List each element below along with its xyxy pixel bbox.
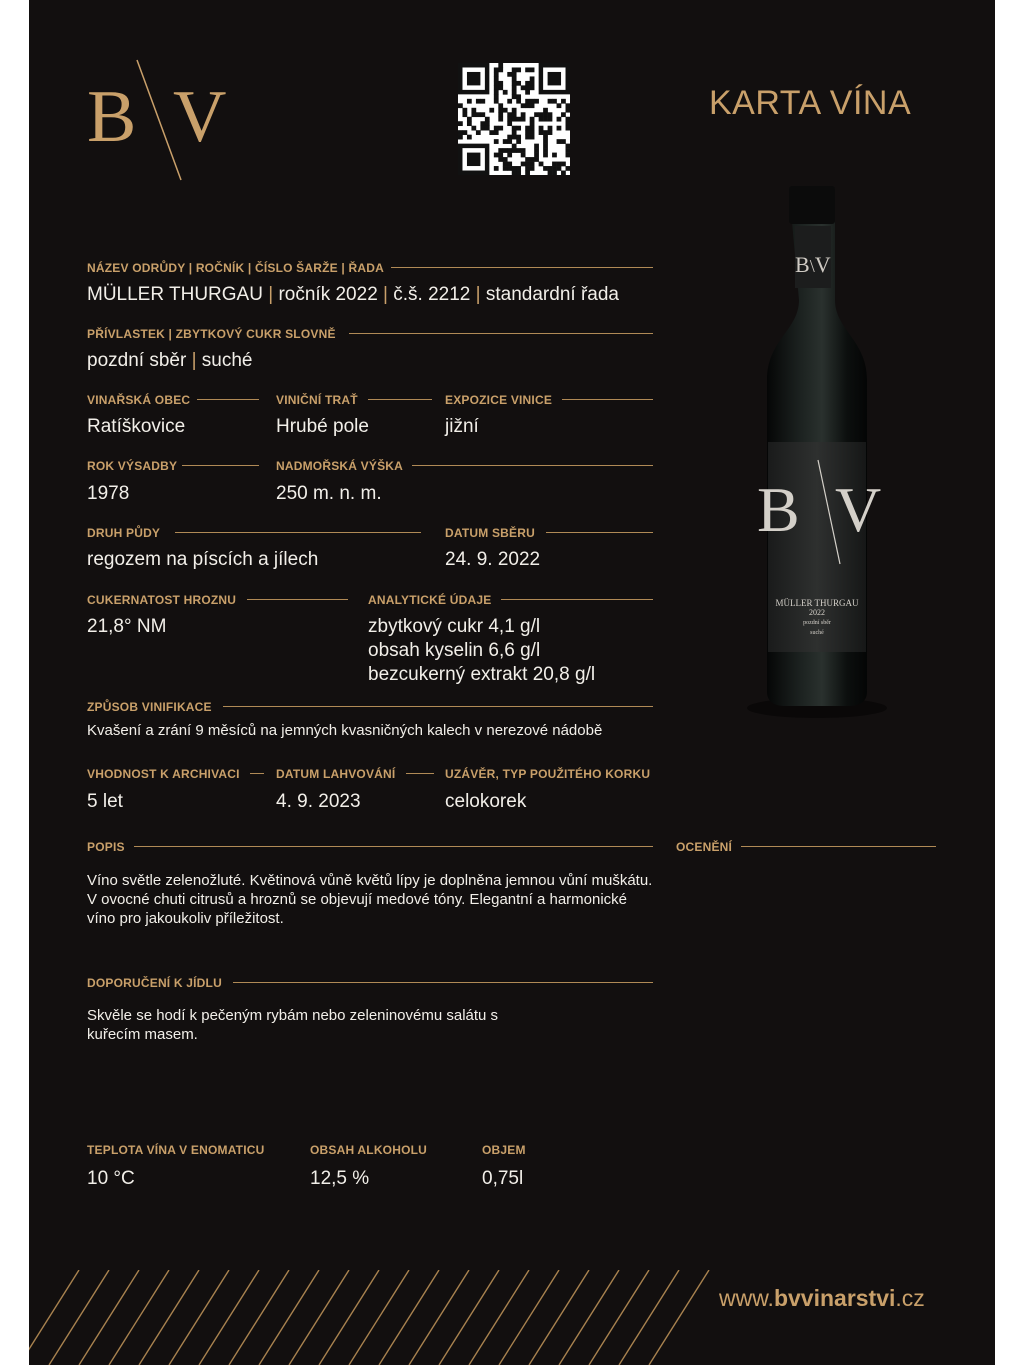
decorative-stripe [349, 1270, 409, 1365]
decorative-stripe [169, 1270, 229, 1365]
soil-value: regozem na píscích a jílech [87, 549, 319, 570]
volume-value: 0,75l [482, 1168, 524, 1189]
attribute-value: pozdní sběr | suché [87, 350, 253, 371]
harvest-date-value: 24. 9. 2022 [445, 549, 541, 570]
series: standardní řada [485, 284, 619, 305]
description-value: Víno světle zelenožluté. Květinová vůně květů lípy je doplněna jemnou vůní muškátu. V ovocné chuti citrusů a hroznů se objevují medové tóny. Elegantní a harmonické víno pro jakoukoliv příležitost. [87, 872, 653, 927]
analytics-line: bezcukerný extrakt 20,8 g/l [368, 664, 596, 685]
planting-year-value: 1978 [87, 483, 130, 504]
website-link[interactable]: www.bvvinarstvi.cz [719, 1285, 925, 1311]
decorative-stripe [469, 1270, 529, 1365]
bottle-label-logo: V [835, 474, 882, 545]
decorative-stripe [289, 1270, 349, 1365]
awards-label: OCENĚNÍ [676, 840, 733, 854]
divider [546, 532, 653, 533]
vineyard-label: VINIČNÍ TRAŤ [276, 393, 358, 407]
sugar-content-value: 21,8° NM [87, 616, 167, 637]
divider [182, 465, 259, 466]
altitude-label: NADMOŘSKÁ VÝŠKA [276, 459, 404, 473]
archive-label: VHODNOST K ARCHIVACI [87, 767, 240, 781]
decorative-stripe [259, 1270, 319, 1365]
divider [562, 399, 653, 400]
page-title: KARTA VÍNA [709, 84, 912, 122]
variety-value: MÜLLER THURGAU | ročník 2022 | č.š. 2212 | standardní řada [87, 284, 619, 305]
decorative-stripe [229, 1270, 289, 1365]
divider [134, 846, 653, 847]
logo-letter-b: B [87, 76, 137, 158]
alcohol-label: OBSAH ALKOHOLU [310, 1143, 428, 1157]
decorative-stripe [649, 1270, 709, 1365]
divider [412, 465, 653, 466]
batch-number: č.š. 2212 [393, 284, 471, 305]
decorative-stripe [49, 1270, 109, 1365]
divider [233, 982, 653, 983]
village-value: Ratíškovice [87, 416, 186, 437]
divider [250, 773, 264, 774]
vinification-value: Kvašení a zrání 9 měsíců na jemných kvasničných kalech v nerezové nádobě [87, 722, 603, 739]
decorative-stripe [529, 1270, 589, 1365]
planting-year-label: ROK VÝSADBY [87, 459, 178, 473]
decorative-stripe [439, 1270, 499, 1365]
decorative-stripes [29, 1270, 729, 1365]
food-pairing-label: DOPORUČENÍ K JÍDLU [87, 976, 222, 990]
exposure-label: EXPOZICE VINICE [445, 393, 553, 407]
harvest-date-label: DATUM SBĚRU [445, 526, 535, 540]
food-pairing-value: Skvěle se hodí k pečeným rybám nebo zeleninovému salátu s kuřecím masem. [87, 1007, 499, 1043]
decorative-stripe [199, 1270, 259, 1365]
temperature-label: TEPLOTA VÍNA V ENOMATICU [87, 1143, 265, 1157]
village-label: VINAŘSKÁ OBEC [87, 393, 191, 407]
decorative-stripe [379, 1270, 439, 1365]
temperature-value: 10 °C [87, 1168, 135, 1189]
bottle-neck-logo: B\V [795, 252, 831, 277]
qr-code-icon[interactable] [458, 63, 570, 175]
exposure-value: jižní [445, 416, 479, 437]
divider [741, 846, 936, 847]
divider [501, 599, 653, 600]
decorative-stripe [589, 1270, 649, 1365]
bottling-date-value: 4. 9. 2023 [276, 791, 361, 812]
variety-label: NÁZEV ODRŮDY | ROČNÍK | ČÍSLO ŠARŽE | ŘADA [87, 261, 384, 275]
vintage: ročník 2022 [278, 284, 378, 305]
closure-value: celokorek [445, 791, 527, 812]
decorative-stripe [409, 1270, 469, 1365]
divider [368, 399, 432, 400]
divider [175, 532, 421, 533]
wine-card [29, 0, 995, 1365]
decorative-stripe [109, 1270, 169, 1365]
decorative-stripe [499, 1270, 559, 1365]
divider [247, 599, 348, 600]
attribute-label: PŘÍVLASTEK | ZBYTKOVÝ CUKR SLOVNĚ [87, 327, 336, 341]
divider [406, 773, 434, 774]
decorative-stripe [319, 1270, 379, 1365]
predicate: pozdní sběr [87, 350, 187, 371]
sweetness: suché [201, 350, 253, 371]
variety-name: MÜLLER THURGAU [87, 284, 263, 305]
volume-label: OBJEM [482, 1143, 526, 1157]
analytics-line: obsah kyselin 6,6 g/l [368, 640, 541, 661]
vineyard-value: Hrubé pole [276, 416, 369, 437]
decorative-stripe [79, 1270, 139, 1365]
bottle-label-text: MÜLLER THURGAU 2022 pozdní sběr suché [775, 598, 859, 636]
alcohol-value: 12,5 % [310, 1168, 370, 1189]
decorative-stripe [619, 1270, 679, 1365]
decorative-stripe [29, 1270, 79, 1365]
divider [197, 399, 259, 400]
archive-value: 5 let [87, 791, 123, 812]
description-label: POPIS [87, 840, 125, 854]
decorative-stripe [559, 1270, 619, 1365]
divider [223, 706, 653, 707]
bottle-label-logo: B [757, 474, 800, 545]
bottling-date-label: DATUM LAHVOVÁNÍ [276, 767, 396, 781]
decorative-stripe [139, 1270, 199, 1365]
soil-label: DRUH PŮDY [87, 526, 161, 540]
closure-label: UZÁVĚR, TYP POUŽITÉHO KORKU [445, 767, 651, 781]
analytics-label: ANALYTICKÉ ÚDAJE [368, 593, 492, 607]
altitude-value: 250 m. n. m. [276, 483, 382, 504]
logo-letter-v: V [173, 76, 227, 158]
sugar-content-label: CUKERNATOST HROZNU [87, 593, 237, 607]
vinification-label: ZPŮSOB VINIFIKACE [87, 700, 212, 714]
analytics-line: zbytkový cukr 4,1 g/l [368, 616, 541, 637]
divider [349, 333, 653, 334]
divider [391, 267, 653, 268]
